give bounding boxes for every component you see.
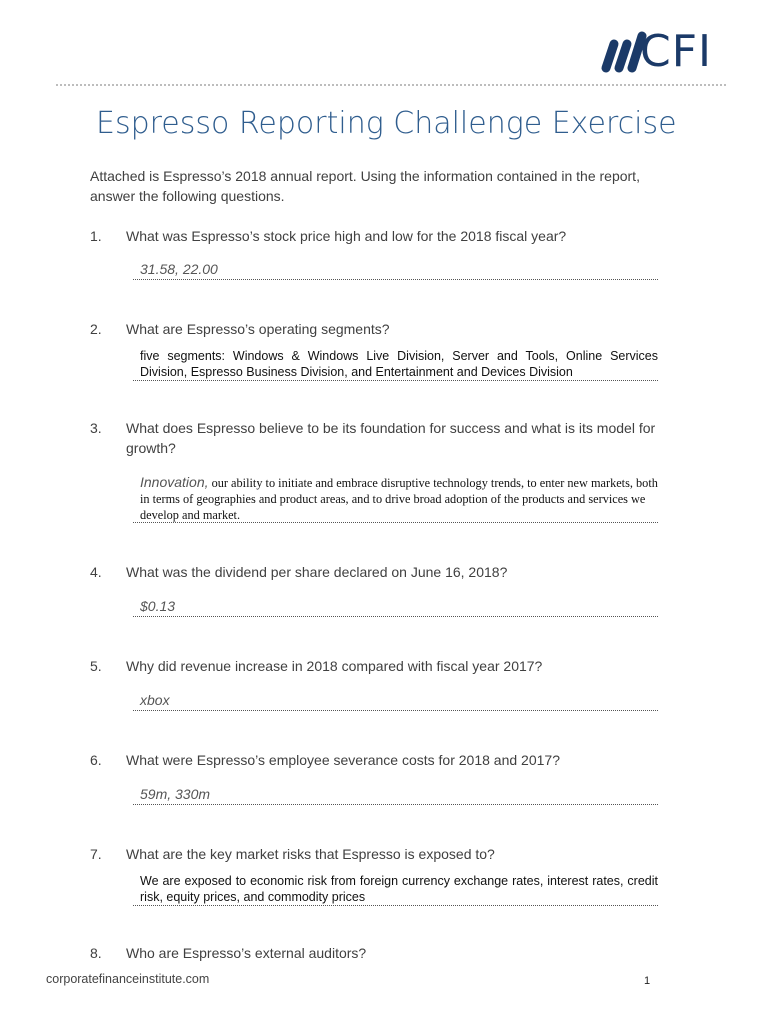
question-text: What are the key market risks that Espresso is exposed to? [126, 846, 495, 862]
header-divider [56, 84, 726, 86]
cfi-logo [598, 26, 738, 77]
logo-text: CFI [640, 26, 713, 77]
answer-7[interactable] [133, 873, 658, 906]
page-title: Espresso Reporting Challenge Exercise [96, 106, 677, 141]
question-number: 4. [90, 564, 102, 580]
answer-3[interactable] [133, 474, 658, 523]
question-text: Why did revenue increase in 2018 compared with fiscal year 2017? [126, 658, 543, 674]
answer-5[interactable] [133, 691, 658, 711]
question-number: 1. [90, 228, 102, 244]
answer-text: five segments: Windows & Windows Live Division, Server and Tools, Online Services Division, Espresso Business Division, and Entertainment and Devices Division [140, 349, 658, 379]
answer-body: our ability to initiate and embrace disruptive technology trends, to enter new markets, both in terms of geographies and product areas, and to drive broad adoption of the products and services we develop and market. [140, 476, 658, 522]
answer-text: We are exposed to economic risk from foreign currency exchange rates, interest rates, credit risk, equity prices, and commodity prices [140, 874, 658, 904]
question-number: 5. [90, 658, 102, 674]
question-text: What were Espresso’s employee severance costs for 2018 and 2017? [126, 752, 560, 768]
question-text: What was Espresso’s stock price high and low for the 2018 fiscal year? [126, 228, 567, 244]
question-number: 2. [90, 321, 102, 337]
answer-1[interactable] [133, 260, 658, 280]
page-number: 1 [644, 975, 651, 987]
intro-paragraph: Attached is Espresso’s 2018 annual report. Using the information contained in the report, answer the following questions. [90, 168, 640, 204]
answer-text: $0.13 [140, 598, 176, 614]
answer-lead: Innovation, [140, 474, 209, 490]
answer-6[interactable] [133, 785, 658, 805]
footer-website: corporatefinanceinstitute.com [46, 972, 210, 986]
question-text: What does Espresso believe to be its foundation for success and what is its model for growth? [126, 420, 656, 456]
question-number: 7. [90, 846, 102, 862]
question-text: What are Espresso’s operating segments? [126, 321, 390, 337]
answer-4[interactable] [133, 597, 658, 617]
answer-text: 59m, 330m [140, 786, 211, 802]
answer-2[interactable] [133, 348, 658, 381]
question-number: 6. [90, 752, 102, 768]
answer-text: 31.58, 22.00 [140, 261, 218, 277]
question-text: What was the dividend per share declared on June 16, 2018? [126, 564, 508, 580]
question-number: 8. [90, 945, 102, 961]
answer-text [133, 474, 658, 523]
answer-text: xbox [140, 692, 170, 708]
question-text: Who are Espresso’s external auditors? [126, 945, 367, 961]
question-number: 3. [90, 420, 102, 436]
